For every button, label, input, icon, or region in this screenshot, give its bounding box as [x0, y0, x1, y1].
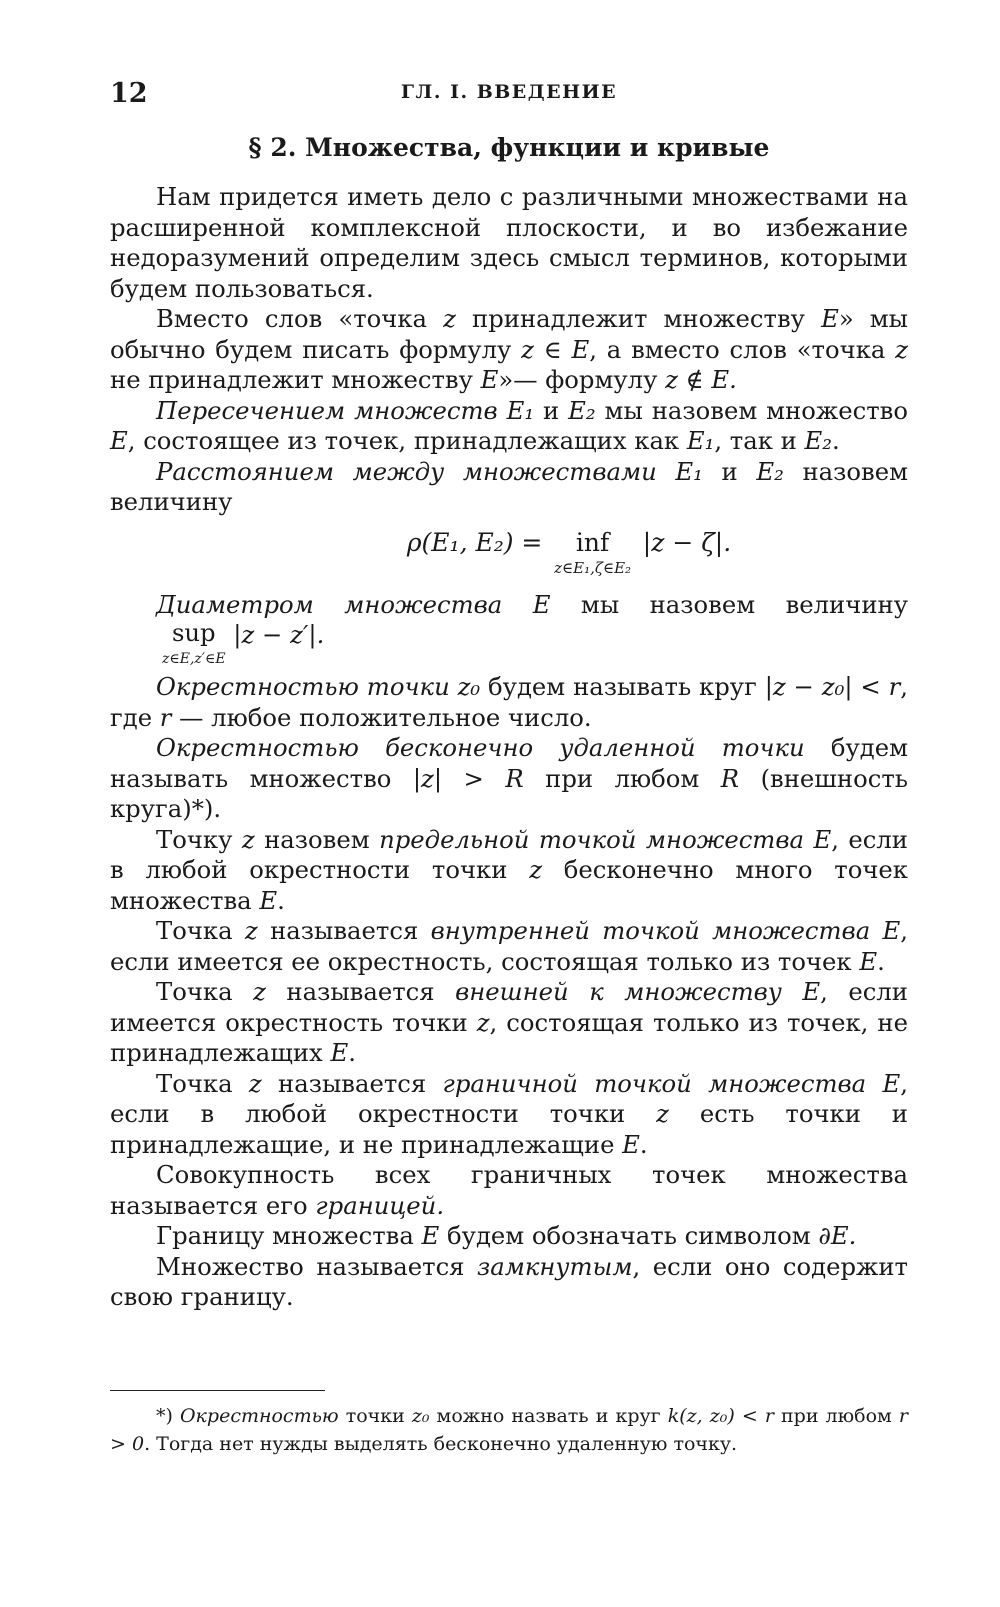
- inf-subscript: z∈E₁,ζ∈E₂: [554, 558, 632, 577]
- paragraph-intro: Нам придется иметь дело с различными множествами на расширенной комплексной плоскости, и во избежание недоразумений определим здесь смысл терминов, которыми будем пользоваться.: [110, 182, 908, 303]
- footnote: [110, 1402, 908, 1458]
- footnote-divider: [110, 1390, 325, 1391]
- body-text: [110, 182, 908, 1313]
- sup-operator: sup z∈E,z′∈E: [116, 620, 226, 672]
- paragraph-diameter: Диаметром множества E мы назовем величину sup z∈E,z′∈E |z − z′|.: [110, 590, 908, 673]
- section-title: § 2. Множества, функции и кривые: [248, 133, 770, 162]
- paragraph-distance: Расстоянием между множествами E₁ и E₂ назовем величину: [110, 456, 908, 516]
- paragraph-closed-set: Множество называется замкнутым, если оно содержит свою границу.: [110, 1251, 908, 1312]
- paragraph-membership: Вместо слов «точка z принадлежит множеству E» мы обычно будем писать формулу z ∈ E, а вместо слов «точка z не принадлежит множеству E»— формулу z ∉ E.: [110, 304, 909, 394]
- paragraph-interior-point: Точка z называется внутренней точкой множества E, если имеется ее окрестность, состоящая только из точек E.: [110, 916, 909, 976]
- paragraph-limit-point: Точку z назовем предельной точкой множества E, если в любой окрестности точки z бесконечно много точек множества E.: [110, 824, 908, 915]
- inf-operator: inf z∈E₁,ζ∈E₂: [554, 527, 632, 577]
- running-title: ГЛ. I. ВВЕДЕНИЕ: [400, 81, 618, 103]
- paragraph-intersection: Пересечением множеств E₁ и E₂ мы назовем множество E, состоящее из точек, принадлежащих как E₁, так и E₂.: [110, 395, 908, 455]
- paragraph-boundary-point: Точка z называется граничной точкой множества E, если в любой окрестности точки z есть точки и принадлежащие, и не принадлежащие E.: [110, 1068, 908, 1159]
- footnote-text: *) Окрестностью точки z₀ можно назвать и круг k(z, z₀) < r при любом r > 0. Тогда нет нужды выделять бесконечно удаленную точку.: [110, 1405, 908, 1455]
- paragraph-infinity-neighborhood: Окрестностью бесконечно удаленной точки будем называть множество |z| > R при любом R (внешность круга)*).: [110, 733, 908, 824]
- rho-lhs: ρ(E₁, E₂) =: [406, 527, 543, 557]
- paragraph-boundary-symbol: Границу множества E будем обозначать символом ∂E.: [156, 1221, 857, 1251]
- page-number: 12: [110, 78, 148, 109]
- distance-formula: [230, 527, 908, 577]
- paragraph-boundary: Совокупность всех граничных точек множества называется его границей.: [110, 1160, 908, 1220]
- inf-rhs: |z − ζ|.: [642, 527, 732, 557]
- page-header: [110, 78, 908, 112]
- paragraph-exterior-point: Точка z называется внешней к множеству E, если имеется окрестность точки z, состоящая только из точек, не принадлежащих E.: [110, 977, 909, 1068]
- paragraph-neighborhood: Окрестностью точки z₀ будем называть круг |z − z₀| < r, где r — любое положительное число.: [110, 672, 908, 732]
- sup-subscript: z∈E,z′∈E: [162, 651, 226, 668]
